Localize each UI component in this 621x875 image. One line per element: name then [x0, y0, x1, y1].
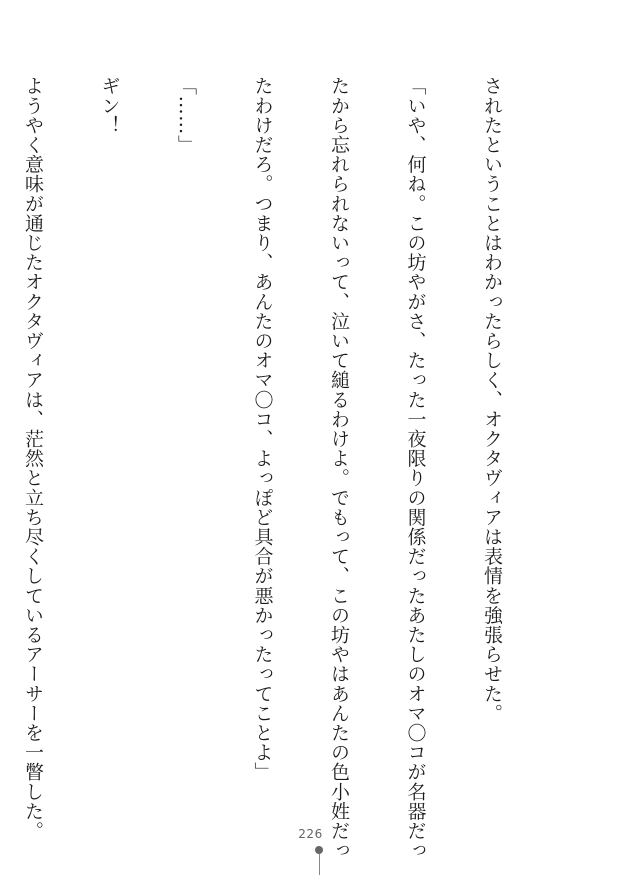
text-line: ギン！ [98, 76, 121, 135]
page-ornament-icon [314, 846, 324, 875]
ornament-dot [315, 846, 323, 854]
page-number: 226 [298, 827, 323, 841]
text-line: 「いや、何ね。この坊やがさ、たった一夜限りの関係だったあたしのオマ〇コが名器だっ [404, 76, 427, 860]
text-line: たわけだろ。つまり、あんたのオマ〇コ、よっぽど具合が悪かったってことよ」 [251, 76, 274, 782]
text-line: たから忘れられないって、泣いて縋るわけよ。でもって、この坊やはあんたの色小姓だっ [328, 76, 350, 860]
ornament-stem [319, 854, 320, 875]
text-line: されたということはわかったらしく、オクタヴィアは表情を強張らせた。 [481, 76, 503, 723]
text-line: ようやく意味が通じたオクタヴィアは、茫然と立ち尽くしているアーサーを一瞥した。 [22, 76, 44, 841]
text-line: 「……」 [175, 76, 197, 155]
